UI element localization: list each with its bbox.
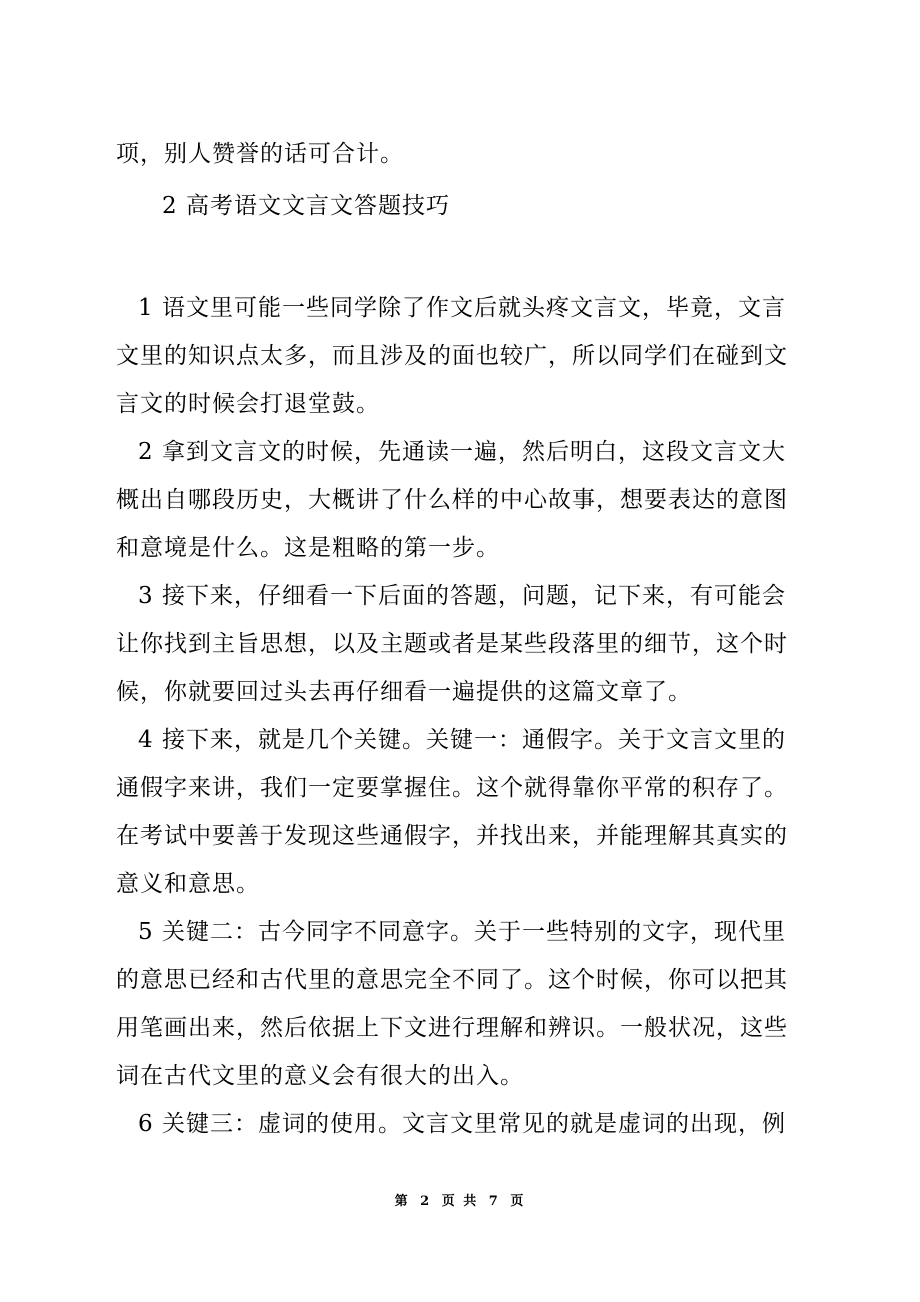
heading-text: 2 高考语文文言文答题技巧 — [162, 193, 450, 219]
section-heading — [162, 182, 854, 230]
text-line: 项，别人赞誉的话可合计。 — [116, 141, 404, 167]
page-footer — [0, 1190, 920, 1209]
current-page-number: 2 — [420, 1194, 432, 1209]
intro-line — [116, 130, 808, 178]
text-line: 概出自哪段历史，大概讲了什么样的中心故事，想要表达的意图 — [116, 487, 788, 513]
paragraph — [116, 428, 808, 572]
text-line: 意义和意思。 — [116, 871, 260, 897]
paragraph — [116, 284, 808, 428]
paragraph — [116, 1100, 808, 1148]
footer-suffix: 页 — [510, 1194, 526, 1209]
text-line: 文里的知识点太多，而且涉及的面也较广，所以同学们在碰到文 — [116, 343, 788, 369]
text-line: 5 关键二：古今同字不同意字。关于一些特别的文字，现代里 — [138, 919, 786, 945]
paragraph — [116, 908, 808, 1100]
text-line: 让你找到主旨思想，以及主题或者是某些段落里的细节，这个时 — [116, 631, 788, 657]
footer-prefix: 第 — [394, 1194, 410, 1209]
footer-middle: 页 共 — [441, 1194, 479, 1209]
body-text — [116, 284, 808, 1148]
text-line: 3 接下来，仔细看一下后面的答题，问题，记下来，有可能会 — [138, 583, 786, 609]
paragraph — [116, 716, 808, 908]
text-line: 6 关键三：虚词的使用。文言文里常见的就是虚词的出现，例 — [138, 1111, 786, 1137]
text-line: 词在古代文里的意义会有很大的出入。 — [116, 1063, 524, 1089]
text-line: 用笔画出来，然后依据上下文进行理解和辨识。一般状况，这些 — [116, 1015, 788, 1041]
text-line: 2 拿到文言文的时候，先通读一遍，然后明白，这段文言文大 — [138, 439, 786, 465]
total-page-count: 7 — [488, 1194, 500, 1209]
text-line: 候，你就要回过头去再仔细看一遍提供的这篇文章了。 — [116, 679, 692, 705]
text-line: 在考试中要善于发现这些通假字，并找出来，并能理解其真实的 — [116, 823, 788, 849]
text-line: 的意思已经和古代里的意思完全不同了。这个时候，你可以把其 — [116, 967, 788, 993]
text-line: 4 接下来，就是几个关键。关键一：通假字。关于文言文里的 — [138, 727, 786, 753]
paragraph — [116, 572, 808, 716]
text-line: 和意境是什么。这是粗略的第一步。 — [116, 535, 500, 561]
text-line: 1 语文里可能一些同学除了作文后就头疼文言文，毕竟，文言 — [138, 295, 786, 321]
text-line: 言文的时候会打退堂鼓。 — [116, 391, 380, 417]
text-line: 通假字来讲，我们一定要掌握住。这个就得靠你平常的积存了。 — [116, 775, 788, 801]
